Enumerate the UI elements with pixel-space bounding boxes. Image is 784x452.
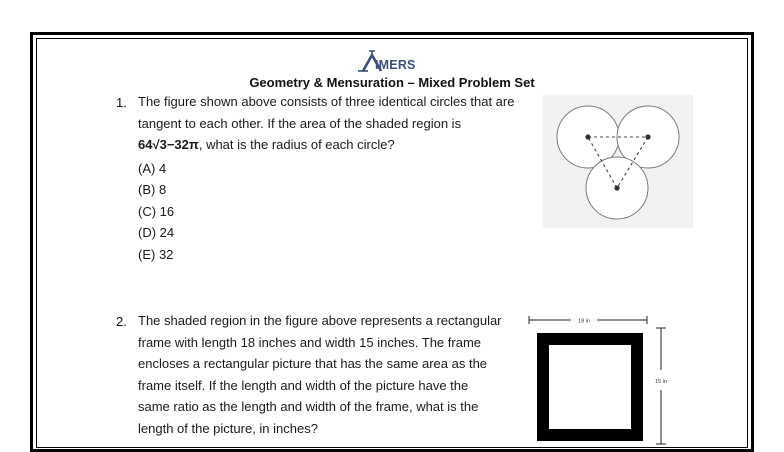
center-right [645,134,650,139]
center-bottom [614,185,619,190]
picture-frame-figure [525,306,675,446]
option-b: (B) 8 [138,182,167,197]
frame-inner-picture [549,345,631,429]
question-1-expression: 64√3−32π [138,137,199,152]
question-1-number: 1. [116,95,127,110]
question-2-line-1: The shaded region in the figure above represents a rectangular [138,313,502,328]
question-1-line-1: The figure shown above consists of three identical circles that are [138,94,515,109]
question-2-line-2: frame with length 18 inches and width 15 inches. The frame [138,335,482,350]
question-1-line-3-rest: , what is the radius of each circle? [198,137,395,152]
option-a: (A) 4 [138,161,167,176]
option-e: (E) 32 [138,247,174,262]
three-circles-figure [543,95,693,228]
question-2-line-3: encloses a rectangular picture that has the same area as the [138,356,488,371]
question-2-number: 2. [116,314,127,329]
option-c: (C) 16 [138,204,175,219]
center-left [585,134,590,139]
frame-width-label: 18 in [578,318,590,325]
option-d: (D) 24 [138,225,175,240]
logo-text: IMERS [375,58,416,72]
frame-height-label: 15 in [655,379,667,385]
question-1-line-3 [138,134,395,156]
question-2-line-4: frame itself. If the length and width of the picture have the [138,378,469,393]
page-title: Geometry & Mensuration – Mixed Problem Set [249,75,535,90]
question-2-line-6: length of the picture, in inches? [138,421,318,436]
question-2-line-5: same ratio as the length and width of the frame, what is the [138,399,479,414]
question-1-line-2: tangent to each other. If the area of the shaded region is [138,116,462,131]
